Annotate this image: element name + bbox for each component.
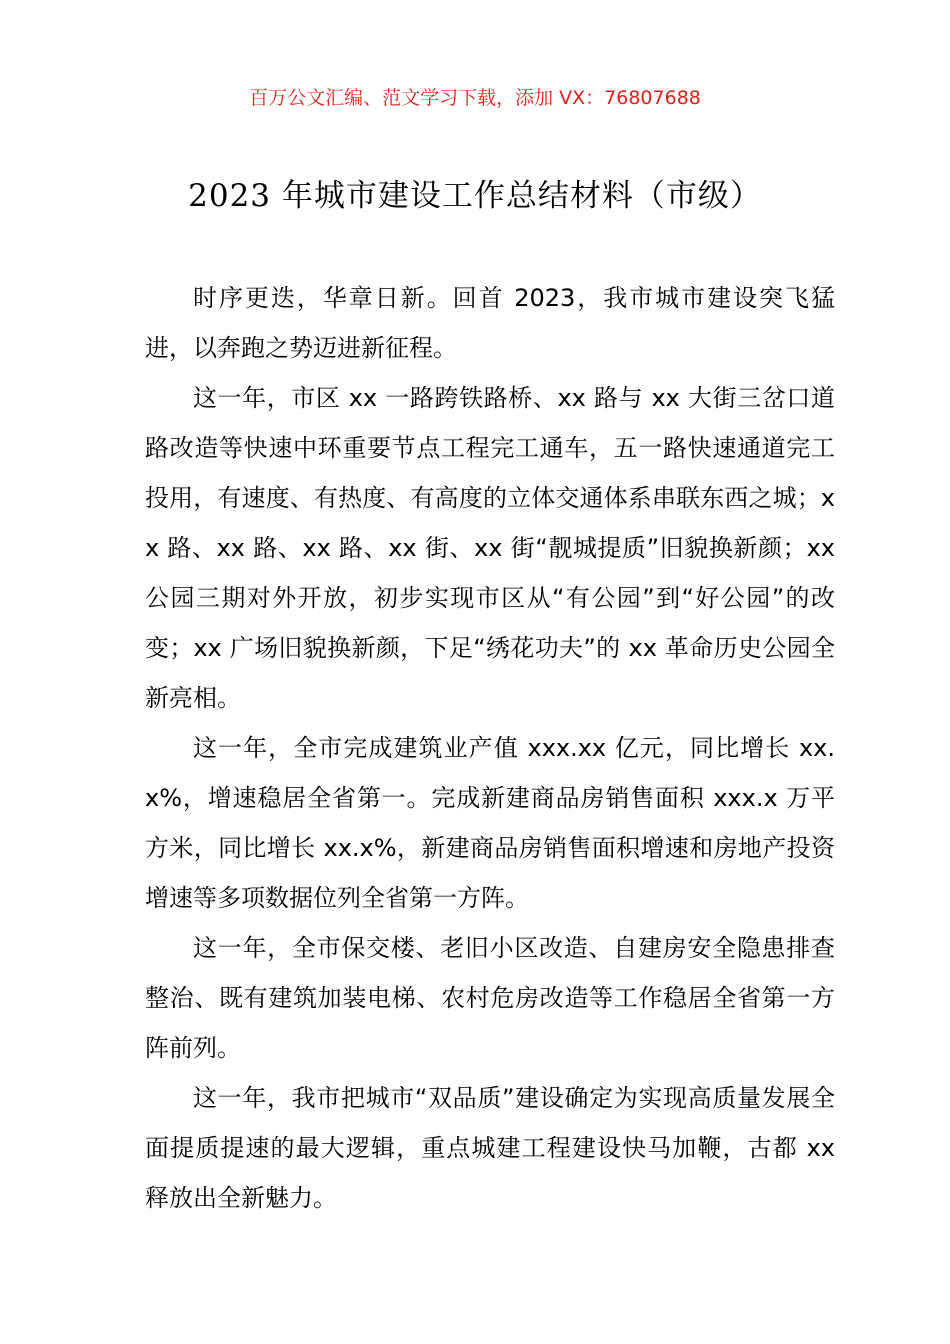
- paragraph-dual-quality: 这一年，我市把城市“双品质”建设确定为实现高质量发展全面提质提速的最大逻辑，重点城建工程建设快马加鞭，古都 xx 释放出全新魅力。: [145, 1084, 835, 1212]
- paragraph-infrastructure: 这一年，市区 xx 一路跨铁路桥、xx 路与 xx 大街三岔口道路改造等快速中环重要节点工程完工通车，五一路快速通道完工投用，有速度、有热度、有高度的立体交通体系串联东西之城；xx 路、xx 路、xx 路、xx 街、xx 街“靓城提质”旧貌换新颜；xx 公园三期对外开放，初步实现市区从“有公园”到“好公园”的改变；xx 广场旧貌换新颜，下足“绣花功夫”的 xx 革命历史公园全新亮相。: [145, 384, 835, 712]
- document-title: 2023 年城市建设工作总结材料（市级）: [188, 178, 762, 214]
- paragraph-housing-safety: 这一年，全市保交楼、老旧小区改造、自建房安全隐患排查整治、既有建筑加装电梯、农村危房改造等工作稳居全省第一方阵前列。: [145, 934, 835, 1062]
- header-notice: 百万公文汇编、范文学习下载，添加 VX：76807688: [249, 87, 701, 109]
- paragraph-intro: 时序更迭，华章日新。回首 2023，我市城市建设突飞猛进，以奔跑之势迈进新征程。: [145, 284, 835, 362]
- document-body: [145, 273, 835, 1223]
- paragraph-construction-output: 这一年，全市完成建筑业产值 xxx.xx 亿元，同比增长 xx.x%，增速稳居全省第一。完成新建商品房销售面积 xxx.x 万平方米，同比增长 xx.x%，新建商品房销售面积增速和房地产投资增速等多项数据位列全省第一方阵。: [145, 734, 835, 912]
